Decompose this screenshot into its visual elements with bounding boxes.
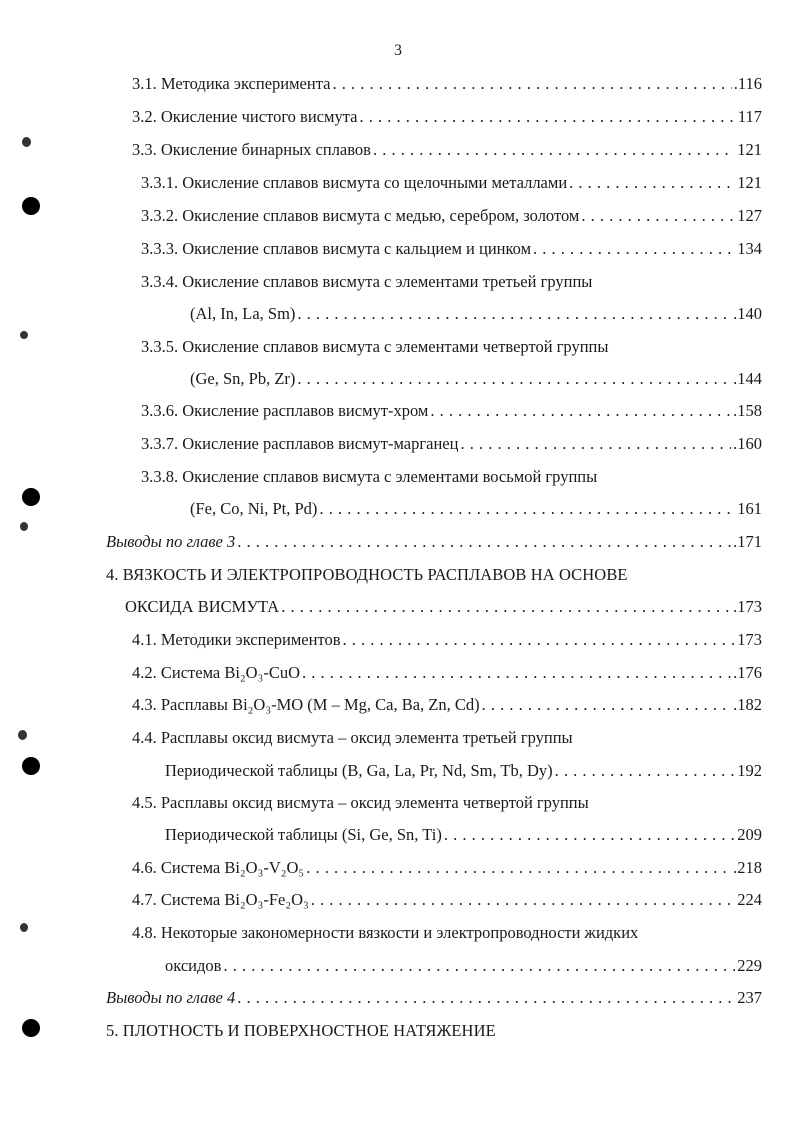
toc-entry-3-3: 3.3. Окисление бинарных сплавов . . . 121: [132, 139, 762, 161]
toc-entry-3-2: 3.2. Окисление чистого висмута . . . 117: [132, 106, 762, 128]
binder-speck: [18, 730, 27, 740]
toc-entry-3-3-8: (Fe, Co, Ni, Pt, Pd) . . . 161: [190, 498, 762, 520]
toc-entry-3-3-7: 3.3.7. Окисление расплавов висмут-марганец . . . .160: [141, 433, 762, 455]
binder-speck: [22, 137, 31, 147]
toc-entry-4-6: 4.6. Система Bi₂O₃-V₂O₅ . . . .218: [132, 857, 762, 879]
toc-entry-3-3-4: (Al, In, La, Sm) . . . .140: [190, 303, 762, 325]
binder-hole: [22, 488, 40, 506]
toc-entry-4-1: 4.1. Методики экспериментов . . . 173: [132, 629, 762, 651]
toc-entry-4-4-title: 4.4. Расплавы оксид висмута – оксид элемента третьей группы: [132, 728, 573, 747]
toc-entry-3-3-1: 3.3.1. Окисление сплавов висмута со щелочными металлами . . . 121: [141, 172, 762, 194]
toc-entry-3-3-6: 3.3.6. Окисление расплавов висмут-хром . . . .158: [141, 400, 762, 422]
toc-entry-4-4: Периодической таблицы (B, Ga, La, Pr, Nd, Sm, Tb, Dy) . . . 192: [165, 760, 762, 782]
page-number: 3: [394, 42, 402, 59]
binder-speck: [20, 331, 28, 339]
toc-entry-4-8-title: 4.8. Некоторые закономерности вязкости и электропроводности жидких: [132, 923, 639, 942]
toc-entry-4-2: 4.2. Система Bi₂O₃-CuO . . . .176: [132, 662, 762, 684]
toc-chapter-5-title: 5. ПЛОТНОСТЬ И ПОВЕРХНОСТНОЕ НАТЯЖЕНИЕ: [106, 1021, 496, 1040]
binder-hole: [22, 757, 40, 775]
toc-entry-4-8: оксидов . . . 229: [165, 955, 762, 977]
binder-speck: [20, 923, 28, 932]
toc-entry-4-5: Периодической таблицы (Si, Ge, Sn, Ti) . . . 209: [165, 824, 762, 846]
toc-entry-4-3: 4.3. Расплавы Bi₂O₃-MO (M – Mg, Ca, Ba, Zn, Cd) . . . .182: [132, 694, 762, 716]
toc-entry-3-3-5-title: 3.3.5. Окисление сплавов висмута с элементами четвертой группы: [141, 337, 609, 356]
toc-chapter-4: ОКСИДА ВИСМУТА . . . .173: [125, 596, 762, 618]
toc-chapter-4-title: 4. ВЯЗКОСТЬ И ЭЛЕКТРОПРОВОДНОСТЬ РАСПЛАВОВ НА ОСНОВЕ: [106, 565, 628, 584]
toc-entry-conclusions-4: Выводы по главе 4 . . . 237: [106, 987, 762, 1009]
toc-entry-3-3-5: (Ge, Sn, Pb, Zr) . . . .144: [190, 368, 762, 390]
binder-hole: [22, 197, 40, 215]
toc-entry-3-3-4-title: 3.3.4. Окисление сплавов висмута с элементами третьей группы: [141, 272, 593, 291]
toc-entry-conclusions-3: Выводы по главе 3 . . . .171: [106, 531, 762, 553]
toc-entry-3-3-8-title: 3.3.8. Окисление сплавов висмута с элементами восьмой группы: [141, 467, 598, 486]
toc-entry-4-7: 4.7. Система Bi₂O₃-Fe₂O₃ . . . 224: [132, 889, 762, 911]
toc-entry-3-3-2: 3.3.2. Окисление сплавов висмута с медью, серебром, золотом . . . 127: [141, 205, 762, 227]
toc-entry-3-1: 3.1. Методика эксперимента . . . .116: [132, 73, 762, 95]
toc-entry-3-3-3: 3.3.3. Окисление сплавов висмута с кальцием и цинком . . . 134: [141, 238, 762, 260]
binder-hole: [22, 1019, 40, 1037]
toc-entry-4-5-title: 4.5. Расплавы оксид висмута – оксид элемента четвертой группы: [132, 793, 589, 812]
binder-speck: [20, 522, 28, 531]
